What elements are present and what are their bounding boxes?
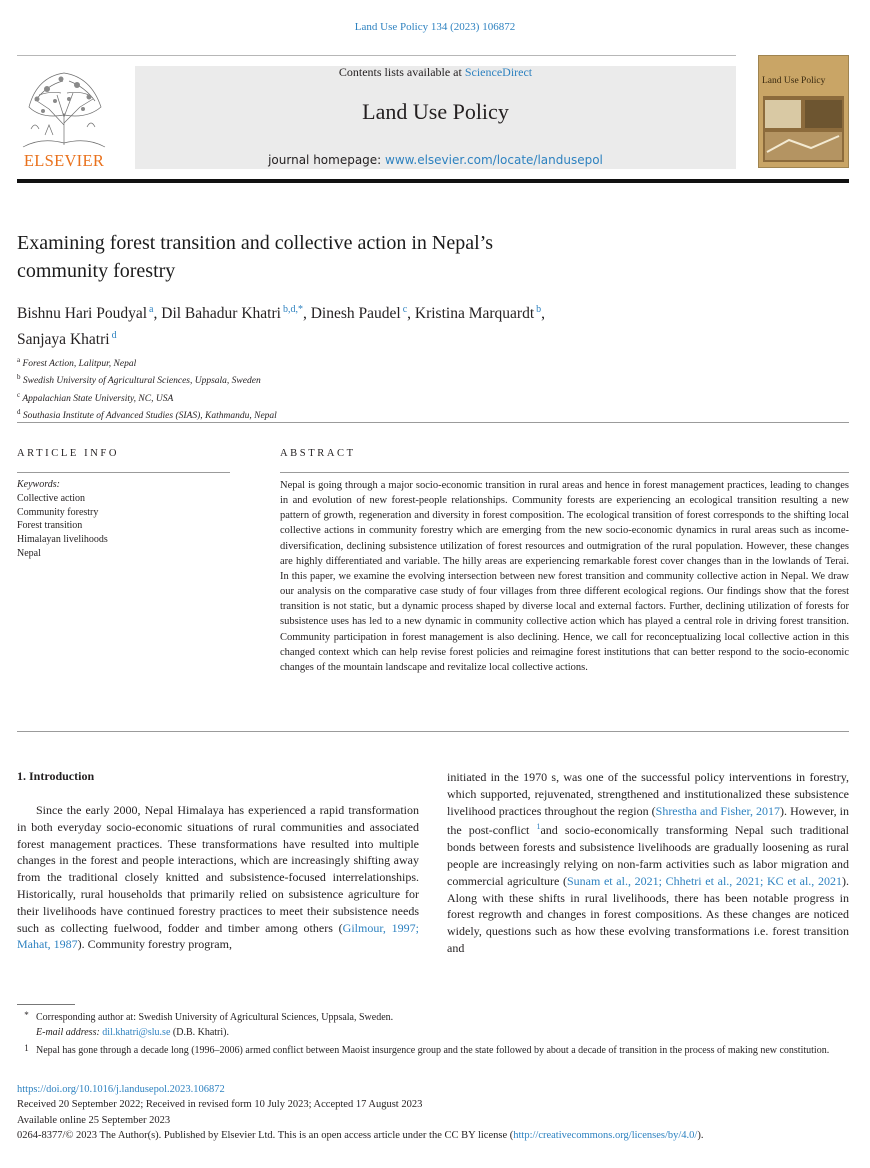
paper-title	[17, 229, 717, 285]
introduction-column-right	[447, 769, 849, 957]
body-text: ). However, in the post-conflict	[447, 803, 850, 838]
body-text: and socio-economically transforming Nepal such traditional bonds between forests and subsistence livelihoods are gradually loosening as rural people are increasingly relying on non-farm activities such as labor migration and commercial agriculture (	[447, 823, 849, 888]
homepage-prefix: journal homepage:	[268, 153, 386, 167]
journal-name: Land Use Policy	[362, 99, 509, 124]
body-text: initiated in the 1970 s, was one of the successful policy interventions in forestry, which supported, rejuvenated, strengthened and institutionalized these subsistence livelihood practices throughout the region (	[447, 770, 849, 818]
author-name[interactable]: Sanjaya Khatri	[17, 331, 110, 349]
author-affiliation-marks[interactable]: b,d,*	[282, 304, 303, 315]
author-affiliation-marks[interactable]: a	[149, 304, 154, 315]
license-link[interactable]: http://creativecommons.org/licenses/by/4.0/	[513, 1129, 698, 1141]
author-name[interactable]: Dil Bahadur Khatri	[161, 305, 281, 323]
cover-artwork	[759, 56, 848, 167]
author-list: Bishnu Hari Poudyal $^a$, Dil Bahadur Khatri $^{b,d,*}$, Dinesh Paudel $^c$, Kristina Marquardt $^b$, Sanjaya Khatri $^d$	[17, 304, 546, 349]
corresponding-author-note: * Corresponding author at: Swedish University of Agricultural Sciences, Uppsala, Sweden.	[17, 1008, 849, 1025]
email-note	[17, 1025, 849, 1040]
author-affiliation-marks[interactable]: b	[536, 304, 542, 315]
journal-homepage-link[interactable]: www.elsevier.com/locate/landusepol	[385, 153, 603, 167]
abstract-text: Nepal is going through a major socio-economic transition in rural areas and hence in forest management practices, leading to changes in and evolution of new forest-people relationships. Community forests are experiencing an ecological transition resulting a new pattern of growth, regeneration and diversity in forest composition. The ecological transition of forest corresponds to the shifting local collective actions in community forestry which are emerging from the new socio-economic dynamics in rural areas such as income-diversification, declining subsistence utilization of forest resources and outmigration of the rural population. However, these changes are highly differentiated and variable. The hilly areas are experiencing remarkable forest cover changes than in the lowlands of Terai. In this paper, we examine the evolving intersection between new forest transition and community collective action in Nepal. We draw our analysis on the comparative case study of four villages from three different ecological regions. Our findings show that the forest transition is not static, but a dynamic process shaped by diverse local and external factors. Further, declining utilization of forests for subsistence uses has led to a new dynamic in community collective action which has played a central role in driving forest transition. Community participation in forest management is also declining. Hence, we call for reconceptualizing local collective action in this changed context which can help revise forest policies and reimagine forest institutions that can better respond to the socio-economic changes of the mountain landscape and revitalize local collective actions.	[280, 480, 849, 673]
affiliation-list	[17, 354, 617, 424]
sciencedirect-link[interactable]: ScienceDirect	[464, 65, 533, 79]
available-online-date: Available online 25 September 2023	[17, 1114, 171, 1126]
author-name[interactable]: Bishnu Hari Poudyal	[17, 305, 148, 323]
cover-title: Land Use Policy	[762, 76, 826, 86]
keyword-item: Community forestry	[17, 506, 99, 518]
paper-title-line-2: community forestry	[17, 260, 176, 282]
footnote-1: 1 Nepal has gone through a decade long (1996–2006) armed conflict between Maoist insurgence group and the state followed by about a decade of transition in the process of making new constitution.	[17, 1041, 849, 1058]
email-suffix: (D.B. Khatri).	[170, 1027, 229, 1039]
keyword-item: Nepal	[17, 547, 41, 559]
author-affiliation-marks[interactable]: d	[111, 330, 117, 342]
introduction-column-left	[17, 802, 419, 953]
footnote-rule	[17, 1004, 75, 1005]
introduction-heading: 1. Introduction	[17, 769, 95, 783]
author-affiliation-marks[interactable]: c	[402, 304, 408, 315]
license-line: 0264-8377/© 2023 The Author(s). Published by Elsevier Ltd. This is an open access article under the CC BY license (http://creativecommons.org/licenses/by/4.0/).	[17, 1129, 704, 1141]
body-text: ). Community forestry program,	[77, 937, 232, 952]
affiliation-item: $^d$ Southasia Institute of Advanced Studies (SIAS), Kathmandu, Nepal	[17, 408, 277, 422]
keyword-item: Collective action	[17, 492, 86, 504]
contents-availability-line	[135, 65, 736, 80]
footnote-symbol: 1	[24, 1042, 29, 1053]
affiliation-item: $^c$ Appalachian State University, NC, USA	[17, 390, 174, 405]
article-info-rule	[17, 472, 230, 473]
elsevier-wordmark: ELSEVIER	[23, 151, 105, 170]
keyword-item: Himalayan livelihoods	[17, 534, 108, 546]
section-divider	[17, 731, 849, 732]
header-divider	[17, 55, 736, 56]
keywords-block	[17, 478, 247, 561]
footnotes	[17, 1008, 849, 1058]
abstract-heading: ABSTRACT	[280, 448, 356, 459]
keywords-label: Keywords:	[17, 479, 60, 490]
body-text: ). Along with these shifts in rural livelihoods, there has been notable progress in forest regrowth and changes in forest compositions. As these changes are noticed widely, questions such as how these evolving transformations i.e. forest transition and	[447, 873, 849, 955]
citation-link[interactable]: Gilmour, 1997; Mahat, 1987	[17, 920, 419, 952]
keyword-item: Forest transition	[17, 520, 83, 532]
affiliation-item: $^a$ Forest Action, Lalitpur, Nepal	[17, 356, 137, 370]
journal-citation-link[interactable]: Land Use Policy 134 (2023) 106872	[354, 21, 516, 33]
author-name[interactable]: Dinesh Paudel	[310, 305, 401, 323]
author-name[interactable]: Kristina Marquardt	[414, 305, 535, 323]
footnote-symbol: *	[24, 1010, 29, 1020]
contents-prefix: Contents lists available at	[338, 65, 465, 79]
paper-title-line-1: Examining forest transition and collective action in Nepal’s	[17, 232, 493, 254]
journal-cover-thumbnail	[758, 55, 849, 168]
citation-link[interactable]: Shrestha and Fisher, 2017	[655, 803, 781, 818]
affiliation-item: $^b$ Swedish University of Agricultural Sciences, Uppsala, Sweden	[17, 373, 261, 387]
masthead-bottom-rule	[17, 179, 849, 183]
journal-homepage-line	[135, 153, 736, 167]
email-label: E-mail address:	[36, 1027, 100, 1039]
email-link[interactable]: dil.khatri@slu.se	[102, 1027, 171, 1039]
citation-link[interactable]: Sunam et al., 2021; Chhetri et al., 2021; KC et al., 2021	[566, 873, 842, 888]
received-dates: Received 20 September 2022; Received in revised form 10 July 2023; Accepted 17 August 2023	[17, 1099, 423, 1111]
section-divider	[17, 422, 849, 423]
doi-link[interactable]: https://doi.org/10.1016/j.landusepol.2023.106872	[17, 1084, 225, 1095]
article-info-heading: ARTICLE INFO	[17, 448, 120, 459]
abstract-rule	[280, 472, 849, 473]
footnote-marker[interactable]: 1	[536, 822, 541, 832]
article-metadata	[17, 1082, 857, 1143]
body-text: Since the early 2000, Nepal Himalaya has experienced a rapid transformation in both everyday socio-economic situations of rural communities and associated forest management practices. These transformations have resulted into multiple changes in the forest and people interactions, which are increasingly shifting away from the traditional closely knitted and subsistence-focused interrelationships. Historically, rural households that primarily relied on subsistence agriculture for their livelihoods have continued forestry practices to meet their subsistence needs such as collecting fuelwood, fodder and timber among others (	[17, 803, 419, 935]
